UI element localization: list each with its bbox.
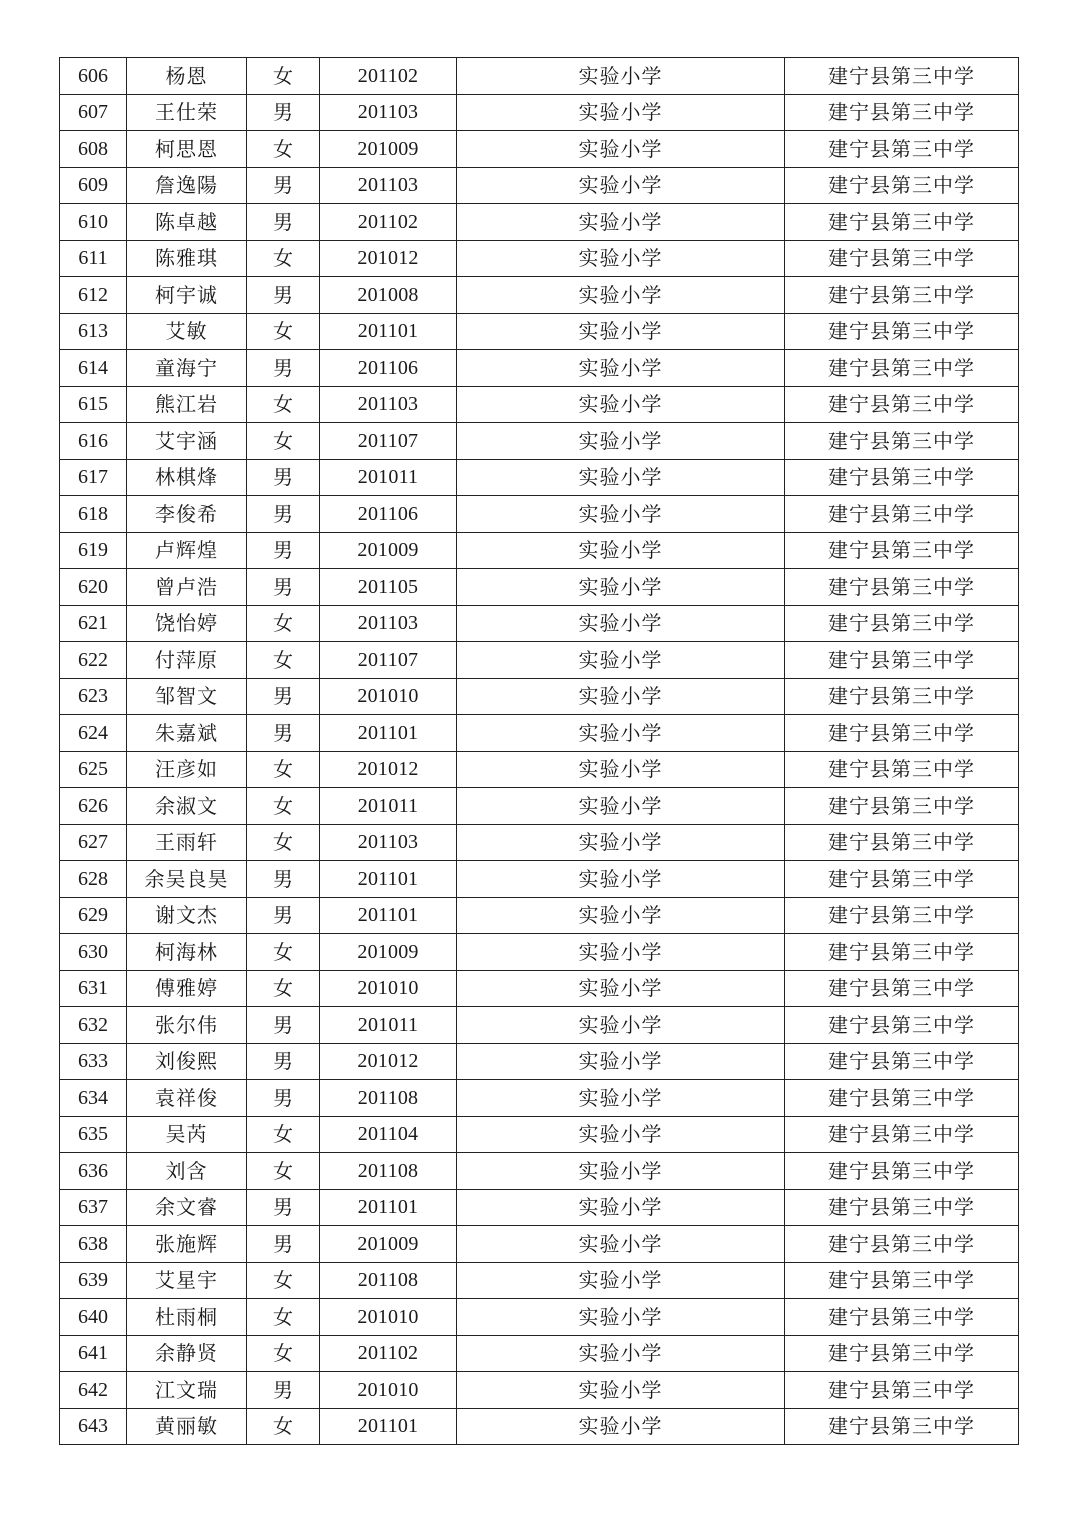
gender-cell: 女 bbox=[247, 131, 320, 168]
student-name-cell: 艾宇涵 bbox=[127, 423, 247, 460]
student-name-cell: 余静贤 bbox=[127, 1335, 247, 1372]
row-number-cell: 634 bbox=[60, 1080, 127, 1117]
assigned-school-cell: 建宁县第三中学 bbox=[785, 1408, 1019, 1445]
student-name-cell: 邹智文 bbox=[127, 678, 247, 715]
assigned-school-cell: 建宁县第三中学 bbox=[785, 1007, 1019, 1044]
assigned-school-cell: 建宁县第三中学 bbox=[785, 605, 1019, 642]
primary-school-cell: 实验小学 bbox=[457, 167, 785, 204]
student-name-cell: 张尔伟 bbox=[127, 1007, 247, 1044]
birth-month-cell: 201011 bbox=[320, 788, 457, 825]
student-name-cell: 童海宁 bbox=[127, 350, 247, 387]
row-number-cell: 629 bbox=[60, 897, 127, 934]
assigned-school-cell: 建宁县第三中学 bbox=[785, 897, 1019, 934]
row-number-cell: 636 bbox=[60, 1153, 127, 1190]
student-name-cell: 余文睿 bbox=[127, 1189, 247, 1226]
table-row bbox=[60, 715, 1019, 752]
table-row bbox=[60, 131, 1019, 168]
birth-month-cell: 201101 bbox=[320, 861, 457, 898]
table-row bbox=[60, 167, 1019, 204]
row-number-cell: 621 bbox=[60, 605, 127, 642]
row-number-cell: 611 bbox=[60, 240, 127, 277]
primary-school-cell: 实验小学 bbox=[457, 751, 785, 788]
row-number-cell: 615 bbox=[60, 386, 127, 423]
student-name-cell: 余吴良昊 bbox=[127, 861, 247, 898]
assigned-school-cell: 建宁县第三中学 bbox=[785, 1372, 1019, 1409]
gender-cell: 女 bbox=[247, 751, 320, 788]
row-number-cell: 609 bbox=[60, 167, 127, 204]
row-number-cell: 612 bbox=[60, 277, 127, 314]
birth-month-cell: 201008 bbox=[320, 277, 457, 314]
birth-month-cell: 201009 bbox=[320, 934, 457, 971]
table-row bbox=[60, 1226, 1019, 1263]
row-number-cell: 608 bbox=[60, 131, 127, 168]
birth-month-cell: 201010 bbox=[320, 678, 457, 715]
assigned-school-cell: 建宁县第三中学 bbox=[785, 751, 1019, 788]
primary-school-cell: 实验小学 bbox=[457, 678, 785, 715]
assigned-school-cell: 建宁县第三中学 bbox=[785, 313, 1019, 350]
table-row bbox=[60, 58, 1019, 95]
gender-cell: 女 bbox=[247, 423, 320, 460]
table-row bbox=[60, 1408, 1019, 1445]
birth-month-cell: 201009 bbox=[320, 131, 457, 168]
student-name-cell: 余淑文 bbox=[127, 788, 247, 825]
row-number-cell: 625 bbox=[60, 751, 127, 788]
primary-school-cell: 实验小学 bbox=[457, 1408, 785, 1445]
birth-month-cell: 201106 bbox=[320, 496, 457, 533]
primary-school-cell: 实验小学 bbox=[457, 715, 785, 752]
student-name-cell: 汪彦如 bbox=[127, 751, 247, 788]
primary-school-cell: 实验小学 bbox=[457, 94, 785, 131]
table-row bbox=[60, 751, 1019, 788]
table-row bbox=[60, 1372, 1019, 1409]
student-name-cell: 熊江岩 bbox=[127, 386, 247, 423]
table-row bbox=[60, 496, 1019, 533]
gender-cell: 男 bbox=[247, 1189, 320, 1226]
primary-school-cell: 实验小学 bbox=[457, 1226, 785, 1263]
row-number-cell: 617 bbox=[60, 459, 127, 496]
birth-month-cell: 201106 bbox=[320, 350, 457, 387]
birth-month-cell: 201101 bbox=[320, 897, 457, 934]
primary-school-cell: 实验小学 bbox=[457, 496, 785, 533]
primary-school-cell: 实验小学 bbox=[457, 1007, 785, 1044]
assigned-school-cell: 建宁县第三中学 bbox=[785, 1116, 1019, 1153]
row-number-cell: 631 bbox=[60, 970, 127, 1007]
assigned-school-cell: 建宁县第三中学 bbox=[785, 131, 1019, 168]
assigned-school-cell: 建宁县第三中学 bbox=[785, 1226, 1019, 1263]
birth-month-cell: 201104 bbox=[320, 1116, 457, 1153]
table-row bbox=[60, 569, 1019, 606]
gender-cell: 男 bbox=[247, 1080, 320, 1117]
primary-school-cell: 实验小学 bbox=[457, 532, 785, 569]
gender-cell: 女 bbox=[247, 1299, 320, 1336]
birth-month-cell: 201101 bbox=[320, 1408, 457, 1445]
primary-school-cell: 实验小学 bbox=[457, 861, 785, 898]
student-name-cell: 饶怡婷 bbox=[127, 605, 247, 642]
primary-school-cell: 实验小学 bbox=[457, 313, 785, 350]
student-name-cell: 杨恩 bbox=[127, 58, 247, 95]
student-name-cell: 傅雅婷 bbox=[127, 970, 247, 1007]
gender-cell: 男 bbox=[247, 897, 320, 934]
birth-month-cell: 201103 bbox=[320, 167, 457, 204]
gender-cell: 女 bbox=[247, 1262, 320, 1299]
assigned-school-cell: 建宁县第三中学 bbox=[785, 423, 1019, 460]
assigned-school-cell: 建宁县第三中学 bbox=[785, 94, 1019, 131]
gender-cell: 男 bbox=[247, 350, 320, 387]
table-row bbox=[60, 642, 1019, 679]
assigned-school-cell: 建宁县第三中学 bbox=[785, 532, 1019, 569]
primary-school-cell: 实验小学 bbox=[457, 240, 785, 277]
row-number-cell: 614 bbox=[60, 350, 127, 387]
gender-cell: 男 bbox=[247, 1372, 320, 1409]
primary-school-cell: 实验小学 bbox=[457, 459, 785, 496]
birth-month-cell: 201103 bbox=[320, 605, 457, 642]
row-number-cell: 628 bbox=[60, 861, 127, 898]
table-row bbox=[60, 94, 1019, 131]
assigned-school-cell: 建宁县第三中学 bbox=[785, 970, 1019, 1007]
table-row bbox=[60, 970, 1019, 1007]
assigned-school-cell: 建宁县第三中学 bbox=[785, 1080, 1019, 1117]
primary-school-cell: 实验小学 bbox=[457, 1153, 785, 1190]
gender-cell: 男 bbox=[247, 1043, 320, 1080]
primary-school-cell: 实验小学 bbox=[457, 642, 785, 679]
student-name-cell: 吴芮 bbox=[127, 1116, 247, 1153]
row-number-cell: 627 bbox=[60, 824, 127, 861]
gender-cell: 男 bbox=[247, 94, 320, 131]
gender-cell: 女 bbox=[247, 1116, 320, 1153]
birth-month-cell: 201010 bbox=[320, 1372, 457, 1409]
gender-cell: 男 bbox=[247, 861, 320, 898]
student-name-cell: 朱嘉斌 bbox=[127, 715, 247, 752]
row-number-cell: 613 bbox=[60, 313, 127, 350]
student-name-cell: 谢文杰 bbox=[127, 897, 247, 934]
birth-month-cell: 201011 bbox=[320, 1007, 457, 1044]
row-number-cell: 610 bbox=[60, 204, 127, 241]
gender-cell: 男 bbox=[247, 204, 320, 241]
student-name-cell: 李俊希 bbox=[127, 496, 247, 533]
student-name-cell: 杜雨桐 bbox=[127, 1299, 247, 1336]
row-number-cell: 638 bbox=[60, 1226, 127, 1263]
table-body bbox=[60, 58, 1019, 1445]
table-row bbox=[60, 277, 1019, 314]
row-number-cell: 643 bbox=[60, 1408, 127, 1445]
student-name-cell: 陈卓越 bbox=[127, 204, 247, 241]
gender-cell: 女 bbox=[247, 970, 320, 1007]
gender-cell: 男 bbox=[247, 496, 320, 533]
primary-school-cell: 实验小学 bbox=[457, 970, 785, 1007]
birth-month-cell: 201101 bbox=[320, 715, 457, 752]
student-name-cell: 黄丽敏 bbox=[127, 1408, 247, 1445]
row-number-cell: 630 bbox=[60, 934, 127, 971]
student-name-cell: 柯宇诚 bbox=[127, 277, 247, 314]
birth-month-cell: 201103 bbox=[320, 824, 457, 861]
gender-cell: 女 bbox=[247, 1335, 320, 1372]
student-name-cell: 曾卢浩 bbox=[127, 569, 247, 606]
primary-school-cell: 实验小学 bbox=[457, 204, 785, 241]
row-number-cell: 624 bbox=[60, 715, 127, 752]
student-name-cell: 袁祥俊 bbox=[127, 1080, 247, 1117]
table-row bbox=[60, 934, 1019, 971]
birth-month-cell: 201107 bbox=[320, 642, 457, 679]
gender-cell: 男 bbox=[247, 459, 320, 496]
student-name-cell: 柯思恩 bbox=[127, 131, 247, 168]
primary-school-cell: 实验小学 bbox=[457, 605, 785, 642]
assigned-school-cell: 建宁县第三中学 bbox=[785, 240, 1019, 277]
primary-school-cell: 实验小学 bbox=[457, 824, 785, 861]
gender-cell: 女 bbox=[247, 934, 320, 971]
student-name-cell: 刘俊熙 bbox=[127, 1043, 247, 1080]
primary-school-cell: 实验小学 bbox=[457, 897, 785, 934]
row-number-cell: 623 bbox=[60, 678, 127, 715]
row-number-cell: 642 bbox=[60, 1372, 127, 1409]
student-name-cell: 林棋烽 bbox=[127, 459, 247, 496]
table-row bbox=[60, 605, 1019, 642]
gender-cell: 男 bbox=[247, 1226, 320, 1263]
table-row bbox=[60, 1080, 1019, 1117]
birth-month-cell: 201012 bbox=[320, 751, 457, 788]
birth-month-cell: 201108 bbox=[320, 1080, 457, 1117]
student-list-table bbox=[59, 57, 1019, 1445]
row-number-cell: 606 bbox=[60, 58, 127, 95]
gender-cell: 女 bbox=[247, 313, 320, 350]
row-number-cell: 607 bbox=[60, 94, 127, 131]
assigned-school-cell: 建宁县第三中学 bbox=[785, 459, 1019, 496]
gender-cell: 男 bbox=[247, 1007, 320, 1044]
table-row bbox=[60, 532, 1019, 569]
primary-school-cell: 实验小学 bbox=[457, 350, 785, 387]
table-row bbox=[60, 897, 1019, 934]
table-row bbox=[60, 1153, 1019, 1190]
table-row bbox=[60, 678, 1019, 715]
gender-cell: 男 bbox=[247, 167, 320, 204]
gender-cell: 男 bbox=[247, 532, 320, 569]
primary-school-cell: 实验小学 bbox=[457, 1372, 785, 1409]
birth-month-cell: 201105 bbox=[320, 569, 457, 606]
table-row bbox=[60, 861, 1019, 898]
student-name-cell: 柯海林 bbox=[127, 934, 247, 971]
row-number-cell: 637 bbox=[60, 1189, 127, 1226]
birth-month-cell: 201101 bbox=[320, 1189, 457, 1226]
gender-cell: 女 bbox=[247, 58, 320, 95]
birth-month-cell: 201010 bbox=[320, 1299, 457, 1336]
birth-month-cell: 201102 bbox=[320, 204, 457, 241]
birth-month-cell: 201108 bbox=[320, 1153, 457, 1190]
birth-month-cell: 201107 bbox=[320, 423, 457, 460]
student-name-cell: 陈雅琪 bbox=[127, 240, 247, 277]
table-row bbox=[60, 204, 1019, 241]
assigned-school-cell: 建宁县第三中学 bbox=[785, 1043, 1019, 1080]
student-name-cell: 张施辉 bbox=[127, 1226, 247, 1263]
table-row bbox=[60, 1189, 1019, 1226]
row-number-cell: 632 bbox=[60, 1007, 127, 1044]
primary-school-cell: 实验小学 bbox=[457, 1080, 785, 1117]
assigned-school-cell: 建宁县第三中学 bbox=[785, 569, 1019, 606]
table-row bbox=[60, 1043, 1019, 1080]
primary-school-cell: 实验小学 bbox=[457, 58, 785, 95]
gender-cell: 女 bbox=[247, 824, 320, 861]
birth-month-cell: 201102 bbox=[320, 1335, 457, 1372]
assigned-school-cell: 建宁县第三中学 bbox=[785, 1299, 1019, 1336]
student-name-cell: 江文瑞 bbox=[127, 1372, 247, 1409]
table-row bbox=[60, 313, 1019, 350]
assigned-school-cell: 建宁县第三中学 bbox=[785, 496, 1019, 533]
primary-school-cell: 实验小学 bbox=[457, 1299, 785, 1336]
assigned-school-cell: 建宁县第三中学 bbox=[785, 788, 1019, 825]
primary-school-cell: 实验小学 bbox=[457, 788, 785, 825]
row-number-cell: 640 bbox=[60, 1299, 127, 1336]
student-name-cell: 王仕荣 bbox=[127, 94, 247, 131]
assigned-school-cell: 建宁县第三中学 bbox=[785, 1189, 1019, 1226]
student-name-cell: 卢辉煌 bbox=[127, 532, 247, 569]
gender-cell: 女 bbox=[247, 240, 320, 277]
birth-month-cell: 201009 bbox=[320, 532, 457, 569]
table-row bbox=[60, 459, 1019, 496]
primary-school-cell: 实验小学 bbox=[457, 386, 785, 423]
table-row bbox=[60, 788, 1019, 825]
assigned-school-cell: 建宁县第三中学 bbox=[785, 58, 1019, 95]
gender-cell: 男 bbox=[247, 678, 320, 715]
primary-school-cell: 实验小学 bbox=[457, 1189, 785, 1226]
assigned-school-cell: 建宁县第三中学 bbox=[785, 715, 1019, 752]
row-number-cell: 626 bbox=[60, 788, 127, 825]
gender-cell: 男 bbox=[247, 277, 320, 314]
birth-month-cell: 201108 bbox=[320, 1262, 457, 1299]
assigned-school-cell: 建宁县第三中学 bbox=[785, 350, 1019, 387]
birth-month-cell: 201101 bbox=[320, 313, 457, 350]
birth-month-cell: 201102 bbox=[320, 58, 457, 95]
primary-school-cell: 实验小学 bbox=[457, 423, 785, 460]
gender-cell: 女 bbox=[247, 788, 320, 825]
assigned-school-cell: 建宁县第三中学 bbox=[785, 934, 1019, 971]
primary-school-cell: 实验小学 bbox=[457, 1335, 785, 1372]
primary-school-cell: 实验小学 bbox=[457, 277, 785, 314]
table-row bbox=[60, 1116, 1019, 1153]
birth-month-cell: 201010 bbox=[320, 970, 457, 1007]
assigned-school-cell: 建宁县第三中学 bbox=[785, 678, 1019, 715]
gender-cell: 男 bbox=[247, 569, 320, 606]
birth-month-cell: 201103 bbox=[320, 386, 457, 423]
birth-month-cell: 201012 bbox=[320, 1043, 457, 1080]
gender-cell: 女 bbox=[247, 642, 320, 679]
gender-cell: 女 bbox=[247, 605, 320, 642]
birth-month-cell: 201009 bbox=[320, 1226, 457, 1263]
table-row bbox=[60, 423, 1019, 460]
table-row bbox=[60, 1299, 1019, 1336]
table-row bbox=[60, 1007, 1019, 1044]
row-number-cell: 622 bbox=[60, 642, 127, 679]
primary-school-cell: 实验小学 bbox=[457, 934, 785, 971]
gender-cell: 女 bbox=[247, 386, 320, 423]
row-number-cell: 616 bbox=[60, 423, 127, 460]
birth-month-cell: 201011 bbox=[320, 459, 457, 496]
student-name-cell: 付萍原 bbox=[127, 642, 247, 679]
assigned-school-cell: 建宁县第三中学 bbox=[785, 386, 1019, 423]
assigned-school-cell: 建宁县第三中学 bbox=[785, 824, 1019, 861]
table-row bbox=[60, 1335, 1019, 1372]
assigned-school-cell: 建宁县第三中学 bbox=[785, 167, 1019, 204]
table-row bbox=[60, 350, 1019, 387]
assigned-school-cell: 建宁县第三中学 bbox=[785, 1335, 1019, 1372]
assigned-school-cell: 建宁县第三中学 bbox=[785, 861, 1019, 898]
assigned-school-cell: 建宁县第三中学 bbox=[785, 1262, 1019, 1299]
row-number-cell: 639 bbox=[60, 1262, 127, 1299]
birth-month-cell: 201012 bbox=[320, 240, 457, 277]
row-number-cell: 620 bbox=[60, 569, 127, 606]
student-name-cell: 刘含 bbox=[127, 1153, 247, 1190]
gender-cell: 男 bbox=[247, 715, 320, 752]
table-row bbox=[60, 386, 1019, 423]
row-number-cell: 633 bbox=[60, 1043, 127, 1080]
assigned-school-cell: 建宁县第三中学 bbox=[785, 642, 1019, 679]
primary-school-cell: 实验小学 bbox=[457, 569, 785, 606]
assigned-school-cell: 建宁县第三中学 bbox=[785, 204, 1019, 241]
primary-school-cell: 实验小学 bbox=[457, 131, 785, 168]
gender-cell: 女 bbox=[247, 1408, 320, 1445]
row-number-cell: 635 bbox=[60, 1116, 127, 1153]
student-name-cell: 艾星宇 bbox=[127, 1262, 247, 1299]
row-number-cell: 618 bbox=[60, 496, 127, 533]
table-row bbox=[60, 824, 1019, 861]
table-row bbox=[60, 1262, 1019, 1299]
row-number-cell: 619 bbox=[60, 532, 127, 569]
primary-school-cell: 实验小学 bbox=[457, 1043, 785, 1080]
row-number-cell: 641 bbox=[60, 1335, 127, 1372]
student-name-cell: 王雨轩 bbox=[127, 824, 247, 861]
assigned-school-cell: 建宁县第三中学 bbox=[785, 277, 1019, 314]
primary-school-cell: 实验小学 bbox=[457, 1262, 785, 1299]
primary-school-cell: 实验小学 bbox=[457, 1116, 785, 1153]
student-name-cell: 詹逸陽 bbox=[127, 167, 247, 204]
birth-month-cell: 201103 bbox=[320, 94, 457, 131]
student-name-cell: 艾敏 bbox=[127, 313, 247, 350]
assigned-school-cell: 建宁县第三中学 bbox=[785, 1153, 1019, 1190]
gender-cell: 女 bbox=[247, 1153, 320, 1190]
table-row bbox=[60, 240, 1019, 277]
